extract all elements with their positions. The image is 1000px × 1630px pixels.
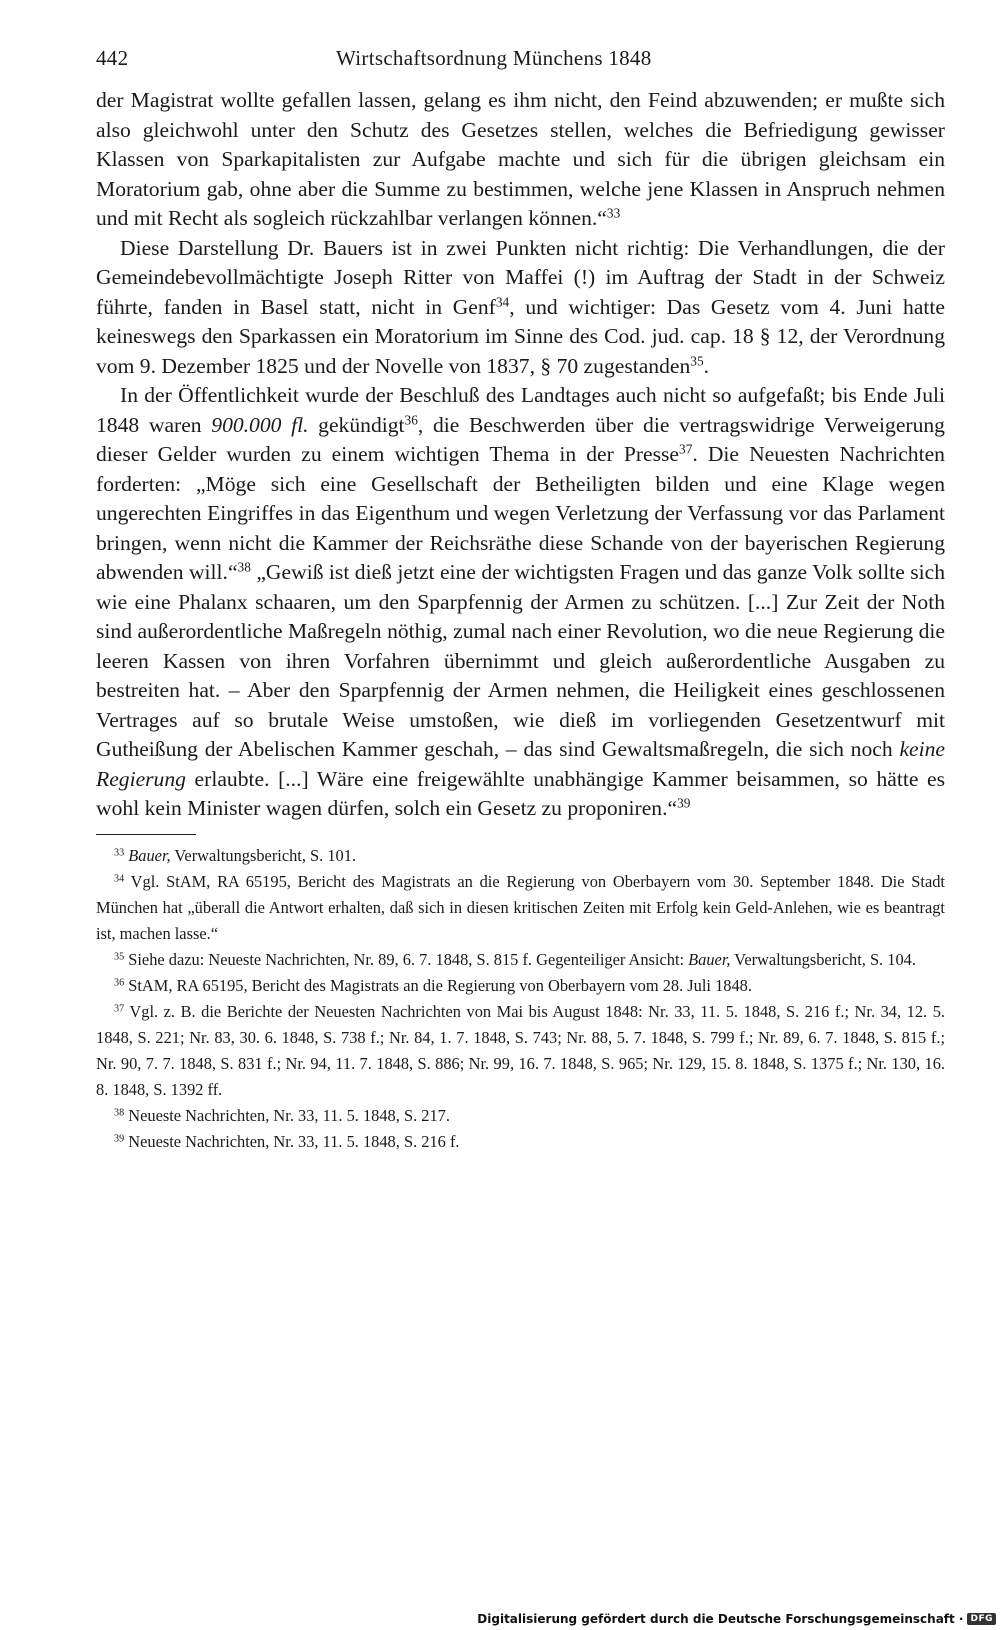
page-number: 442 [96, 46, 129, 70]
paragraph [96, 381, 945, 824]
footnote [96, 1129, 945, 1155]
text-run: , und wichtiger: Das Gesetz vom 4. Juni hatte keineswegs den Sparkassen ein Moratorium im Sinne des Cod. jud. cap. 18 § 12, der Verordnung vom 9. Dezember 1825 und der Novelle von 1837, § 70 zugestanden [96, 294, 945, 378]
text-run: „Gewiß ist dieß jetzt eine der wichtigsten Fragen und das ganze Volk sollte sich wie eine Phalanx schaaren, um den Sparpfennig der Armen zu schützen. [...] Zur Zeit der Noth sind außerordentliche Maßregeln nöthig, zumal nach einer Revolution, wo die neue Regierung die leeren Kassen von ihren Vorfahren übernimmt und gleich außerordentliche Ausgaben zu bestreiten hat. – Aber den Sparpfennig der Armen nehmen, die Heiligkeit eines geschlossenen Vertrages auf so brutale Weise umstoßen, wie dieß im vorliegenden Gesetzentwurf mit Gutheißung der Abelischen Kammer geschah, – das sind Gewaltsmaßregeln, die sich noch [96, 560, 945, 761]
text-run: In der Öffentlichkeit wurde der Beschluß des Landtages auch nicht so aufgefaßt; bis Ende Juli 1848 waren [96, 383, 945, 437]
footnote-number: 37 [114, 1002, 125, 1014]
dfg-logo: DFG [967, 1613, 996, 1625]
text-run: Neueste Nachrichten, Nr. 33, 11. 5. 1848, S. 216 f. [128, 1131, 460, 1151]
footnote [96, 843, 945, 869]
text-run: Siehe dazu: Neueste Nachrichten, Nr. 89, 6. 7. 1848, S. 815 f. Gegenteiliger Ansicht: [128, 949, 689, 969]
text-run: gekündigt [308, 412, 405, 437]
text-run: Verwaltungsbericht, S. 101. [170, 845, 357, 865]
footnote [96, 1103, 945, 1129]
dfg-banner [477, 1612, 996, 1626]
footnote-ref: 37 [679, 441, 693, 457]
footnote-number: 36 [114, 976, 125, 988]
footnote-ref: 36 [404, 412, 418, 428]
text-run: Neueste Nachrichten, Nr. 33, 11. 5. 1848, S. 217. [128, 1105, 450, 1125]
footnote-number: 38 [114, 1106, 125, 1118]
text-run: Vgl. StAM, RA 65195, Bericht des Magistrats an die Regierung von Oberbayern vom 30. September 1848. Die Stadt München hat „überall die Antwort erhalten, daß sich in diesen kritischen Zeiten mit Erfolg kein Geld-Anlehen, wie es beantragt ist, machen lasse.“ [96, 871, 945, 943]
paragraph [96, 234, 945, 382]
italic-text: Bauer, [128, 845, 171, 865]
dfg-banner-text: Digitalisierung gefördert durch die Deutsche Forschungsgemeinschaft · [477, 1612, 964, 1626]
italic-text: Bauer, [688, 949, 731, 969]
footnotes [96, 843, 945, 1155]
footnote-ref: 35 [690, 353, 704, 369]
paragraph [96, 86, 945, 234]
footnote-ref: 34 [495, 294, 510, 310]
text-run: der Magistrat wollte gefallen lassen, gelang es ihm nicht, den Feind abzuwenden; er mußte sich also gleichwohl unter den Schutz des Gesetzes stellen, welches die Befriedigung gewisser Klassen von Sparkapitalisten zur Aufgabe machte und sich für die übrigen gleichsam ein Moratorium gab, ohne aber die Summe zu bestimmen, welche jene Klassen in Anspruch nehmen und mit Recht als sogleich rückzahlbar verlangen können.“ [96, 88, 945, 230]
text-run: erlaubte. [...] Wäre eine freigewählte unabhängige Kammer beisammen, so hätte es wohl kein Minister wagen dürfen, solch ein Gesetz zu proponiren.“ [96, 766, 945, 820]
text-run: , die Beschwerden über die vertragswidrige Verweigerung dieser Gelder wurden zu einem wichtigen Thema in der Presse [96, 412, 945, 466]
book-page [96, 46, 945, 1155]
footnote-number: 35 [114, 950, 125, 962]
text-run: Verwaltungsbericht, S. 104. [730, 949, 916, 969]
main-text [96, 86, 945, 824]
text-run: Vgl. z. B. die Berichte der Neuesten Nachrichten von Mai bis August 1848: Nr. 33, 11. 5. 1848, S. 216 f.; Nr. 34, 12. 5. 1848, S. 221; Nr. 83, 30. 6. 1848, S. 738 f.; Nr. 84, 1. 7. 1848, S. 743; Nr. 88, 5. 7. 1848, S. 799 f.; Nr. 89, 6. 7. 1848, S. 815 f.; Nr. 90, 7. 7. 1848, S. 831 f.; Nr. 94, 11. 7. 1848, S. 886; Nr. 99, 16. 7. 1848, S. 965; Nr. 129, 15. 8. 1848, S. 1375 f.; Nr. 130, 16. 8. 1848, S. 1392 ff. [96, 1001, 945, 1099]
italic-text: keine Regierung [96, 737, 945, 791]
footnote-divider [96, 834, 196, 835]
text-run: . Die Neuesten Nachrichten forderten: „Möge sich eine Gesellschaft der Betheiligten bilden und eine Klage wegen ungerechten Eingriffes in das Eigenthum und wegen Verletzung der Verfassung vor das Parlament bringen, wenn nicht die Kammer der Reichsräthe diese Schande von der bayerischen Regierung abwenden will.“ [96, 442, 945, 584]
footnote-number: 39 [114, 1132, 125, 1144]
footnote [96, 999, 945, 1103]
text-run: StAM, RA 65195, Bericht des Magistrats an die Regierung von Oberbayern vom 28. Juli 1848. [128, 975, 752, 995]
footnote-number: 34 [114, 872, 125, 884]
footnote-ref: 39 [677, 795, 691, 811]
footnote-ref: 38 [237, 559, 251, 575]
footnote [96, 973, 945, 999]
text-run: . [703, 353, 710, 378]
footnote-number: 33 [114, 846, 125, 858]
italic-text: 900.000 fl. [211, 412, 309, 437]
running-head [96, 46, 945, 80]
text-run: Diese Darstellung Dr. Bauers ist in zwei Punkten nicht richtig: Die Verhandlungen, die der Gemeindebevollmächtigte Joseph Ritter von Maffei (!) im Auftrag der Stadt in der Schweiz führte, fanden in Basel statt, nicht in Genf [96, 235, 945, 319]
running-title: Wirtschaftsordnung Münchens 1848 [336, 46, 652, 70]
footnote [96, 947, 945, 973]
footnote [96, 869, 945, 947]
footnote-ref: 33 [606, 205, 621, 221]
